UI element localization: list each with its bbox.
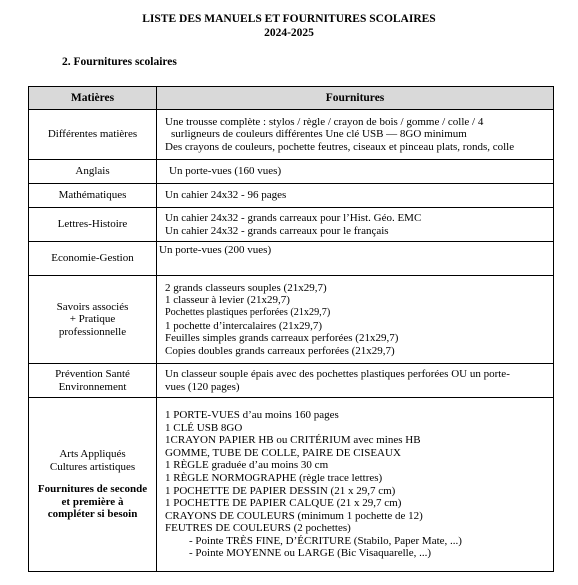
supply-line: 1 RÈGLE NORMOGRAPHE (règle trace lettres) <box>165 471 383 484</box>
subject-cell <box>29 110 157 160</box>
table-header-row <box>29 87 554 110</box>
supply-line: Une trousse complète : stylos / règle / crayon de bois / gomme / colle / 4 <box>165 115 484 128</box>
subject-cell <box>29 242 157 276</box>
subject-line: Environnement <box>58 380 127 393</box>
supply-sub-item: - Pointe MOYENNE ou LARGE (Bic Visaquarelle, ...) <box>189 547 432 560</box>
supply-line: 1 RÈGLE graduée d’au moins 30 cm <box>165 459 329 472</box>
supply-line: Feuilles simples grands carreaux perforées (21x29,7) <box>165 332 399 345</box>
supplies-table <box>28 86 554 572</box>
supplies-cell <box>157 184 554 208</box>
subject-line: Economie-Gestion <box>51 252 134 265</box>
subject-note-line: et première à <box>61 495 124 508</box>
subject-cell <box>29 160 157 184</box>
supply-line: vues (120 pages) <box>165 380 240 393</box>
supply-line: surligneurs de couleurs différentes Une clé USB — 8GO minimum <box>171 128 467 141</box>
subject-cell <box>29 276 157 364</box>
supply-line: Un cahier 24x32 - grands carreaux pour l’Hist. Géo. EMC <box>165 211 422 224</box>
subject-cell <box>29 208 157 242</box>
supply-line: FEUTRES DE COULEURS (2 pochettes) <box>165 522 351 535</box>
supplies-cell <box>157 276 554 364</box>
supply-line: Un classeur souple épais avec des pochettes plastiques perforées OU un porte- <box>165 367 510 380</box>
table-row <box>29 110 554 160</box>
table-row <box>29 398 554 572</box>
supply-line: Un cahier 24x32 - grands carreaux pour le français <box>165 224 389 237</box>
header-matieres: Matières <box>29 87 157 110</box>
supply-line: 1 pochette d’intercalaires (21x29,7) <box>165 319 322 332</box>
subject-line: Mathématiques <box>58 189 127 202</box>
supply-line: Des crayons de couleurs, pochette feutres, ciseaux et pinceau plats, ronds, colle <box>165 140 515 153</box>
supplies-cell <box>157 364 554 398</box>
subject-note-line: Fournitures de seconde <box>37 483 148 496</box>
supply-line: Un cahier 24x32 - 96 pages <box>165 189 287 202</box>
table-row <box>29 364 554 398</box>
subject-line: Anglais <box>75 165 110 178</box>
supply-line: 1 classeur à levier (21x29,7) <box>165 294 290 307</box>
subject-note-line: compléter si besoin <box>47 508 138 521</box>
supply-line: CRAYONS DE COULEURS (minimum 1 pochette de 12) <box>165 509 423 522</box>
supply-line: GOMME, TUBE DE COLLE, PAIRE DE CISEAUX <box>165 446 401 459</box>
supplies-cell <box>157 160 554 184</box>
subject-cell <box>29 184 157 208</box>
supply-line: 2 grands classeurs souples (21x29,7) <box>165 281 327 294</box>
table-row <box>29 276 554 364</box>
supplies-cell <box>157 398 554 572</box>
subject-line: Cultures artistiques <box>49 460 136 473</box>
table-row <box>29 208 554 242</box>
supply-line: Pochettes plastiques perforées (21x29,7) <box>165 306 331 318</box>
spacer <box>33 473 152 483</box>
subject-line: Prévention Santé <box>55 367 130 380</box>
section-heading: 2. Fournitures scolaires <box>62 56 177 68</box>
subject-cell <box>29 398 157 572</box>
supplies-cell <box>157 110 554 160</box>
table-row <box>29 160 554 184</box>
supplies-cell <box>157 208 554 242</box>
school-year: 2024-2025 <box>264 27 314 39</box>
subject-line: Différentes matières <box>47 128 138 141</box>
document-title: LISTE DES MANUELS ET FOURNITURES SCOLAIRES <box>142 13 436 25</box>
supply-line: Copies doubles grands carreaux perforées (21x29,7) <box>165 344 395 357</box>
subject-line: Lettres-Histoire <box>57 218 128 231</box>
table-row <box>29 242 554 276</box>
supply-line: 1CRAYON PAPIER HB ou CRITÉRIUM avec mines HB <box>165 434 421 447</box>
supplies-cell <box>157 242 554 276</box>
supply-sub-item: - Pointe TRÈS FINE, D’ÉCRITURE (Stabilo, Paper Mate, ...) <box>189 534 462 547</box>
subject-line: Savoirs associés <box>56 300 129 313</box>
supply-line: 1 POCHETTE DE PAPIER DESSIN (21 x 29,7 cm) <box>165 484 396 497</box>
table-row <box>29 184 554 208</box>
subject-line: professionnelle <box>58 325 127 338</box>
supply-line: 1 PORTE-VUES d’au moins 160 pages <box>165 408 339 421</box>
supply-line: Un porte-vues (200 vues) <box>159 244 272 256</box>
subject-cell <box>29 364 157 398</box>
supply-line: 1 POCHETTE DE PAPIER CALQUE (21 x 29,7 cm) <box>165 497 402 510</box>
supply-line: 1 CLÉ USB 8GO <box>165 421 243 434</box>
subject-line: + Pratique <box>69 313 116 326</box>
header-fournitures: Fournitures <box>157 87 554 110</box>
subject-line: Arts Appliqués <box>59 448 126 461</box>
supply-line: Un porte-vues (160 vues) <box>169 165 282 178</box>
